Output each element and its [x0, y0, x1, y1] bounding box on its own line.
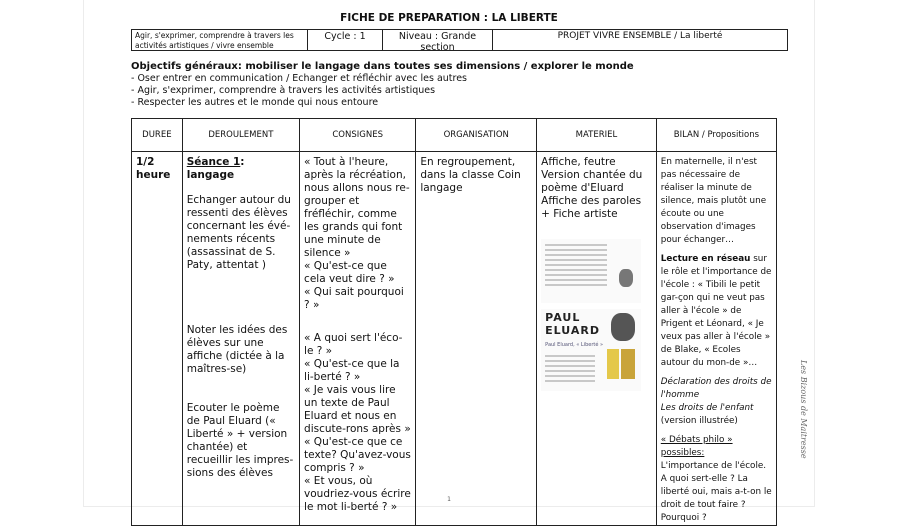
- header-table: [131, 29, 788, 51]
- photo-icon: [611, 313, 635, 341]
- cell-consignes: [300, 152, 416, 526]
- lesson-table: [131, 118, 777, 526]
- col-duree: DUREE: [132, 119, 183, 152]
- document-title: FICHE DE PREPARATION : LA LIBERTE: [340, 12, 558, 24]
- consigne: « Qu'est-ce que la li-berté ? »: [304, 358, 400, 383]
- deroulement-step-1: Echanger autour du ressenti des élèves concernant les évé-nements récents (assassinat de S. Paty, attentat ): [186, 194, 291, 271]
- page-number: 1: [447, 496, 451, 503]
- table-header-row: [132, 119, 777, 152]
- header-domain: Agir, s'exprimer, comprendre à travers les activités artistiques / vivre ensemble: [132, 30, 308, 50]
- consigne: « Et vous, où voudriez-vous écrire le mot li-berté ? »: [304, 475, 411, 513]
- book-cover-icon: [621, 349, 635, 379]
- artist-sheet-thumbnail: [541, 309, 641, 391]
- portrait-icon: [619, 269, 633, 287]
- bilan-illustree: (version illustrée): [660, 416, 738, 426]
- bilan-lecture: [661, 253, 772, 370]
- bilan-note: En maternelle, il n'est pas nécessaire de réaliser la minute de silence, mais plutôt une écoute ou une observation d'images pour échanger…: [660, 157, 767, 245]
- objectives-title: Objectifs généraux: mobiliser le langage dans toutes ses dimensions / explorer le monde: [131, 61, 634, 72]
- col-bilan: BILAN / Propositions: [656, 119, 776, 152]
- bilan-droits: Les droits de l'enfant: [660, 403, 754, 413]
- bilan-lecture-text: sur le rôle et l'importance de l'école : « Tibili le petit gar-çon qui ne veut pas aller à l'école » de Prigent et Léonard, « Je veux pas aller à l'école » de Blake, « Ecoles autour du mon-de »…: [660, 254, 772, 368]
- objective-item: - Oser entrer en communication / Echanger et réfléchir avec les autres: [131, 73, 467, 84]
- col-consignes: CONSIGNES: [300, 119, 416, 152]
- objective-item: - Respecter les autres et le monde qui nous entoure: [131, 97, 379, 108]
- consigne: « Qu'est-ce que ce texte? Qu'avez-vous compris ? »: [304, 436, 411, 474]
- bilan-debats-text: L'importance de l'école. A quoi sert-elle ? La liberté oui, mais a-t-on le droit de tout faire ? Pourquoi ?: [660, 461, 772, 523]
- table-row: [132, 152, 777, 526]
- lyrics-poster-thumbnail: [541, 239, 641, 303]
- col-organisation: ORGANISATION: [416, 119, 537, 152]
- cell-organisation: En regroupement, dans la classe Coin langage: [416, 152, 537, 526]
- col-materiel: MATERIEL: [537, 119, 657, 152]
- bilan-lecture-label: Lecture en réseau: [660, 254, 751, 264]
- cell-materiel: [537, 152, 657, 526]
- document-page: [84, 0, 814, 523]
- cell-deroulement: [182, 152, 299, 526]
- bilan-debats-label: « Débats philo » possibles:: [660, 435, 733, 458]
- materiel-text: Affiche, feutre Version chantée du poème d'Eluard Affiche des paroles + Fiche artiste: [541, 156, 643, 220]
- header-cycle: Cycle : 1: [308, 30, 383, 50]
- bilan-declaration: Déclaration des droits de l'homme: [660, 377, 772, 400]
- consigne: « Tout à l'heure, après la récréation, nous allons nous re-grouper et fréfléchir, comme les grands qui font une minute de silence »: [304, 156, 410, 259]
- handwritten-signature: Les Bizous de Maitresse: [799, 360, 808, 459]
- deroulement-step-3: Ecouter le poème de Paul Eluard (« Liberté » + version chantée) et recueillir les impres-sions des élèves: [186, 402, 294, 479]
- consigne: « Je vais vous lire un texte de Paul Eluard et nous en discute-rons après »: [304, 384, 411, 435]
- consigne: « A quoi sert l'éco-le ? »: [304, 332, 403, 357]
- objective-item: - Agir, s'exprimer, comprendre à travers les activités artistiques: [131, 85, 436, 96]
- cell-duree: 1/2 heure: [132, 152, 183, 526]
- seance-title: : langage: [186, 156, 245, 181]
- col-deroulement: DEROULEMENT: [182, 119, 299, 152]
- cell-bilan: [656, 152, 776, 526]
- book-cover-icon: [607, 349, 619, 379]
- header-projet: PROJET VIVRE ENSEMBLE / La liberté: [557, 31, 723, 41]
- artist-sheet-title: PAUL ELUARD: [545, 311, 600, 337]
- consigne: « Qui sait pourquoi ? »: [304, 286, 404, 311]
- objectives: [131, 61, 781, 109]
- seance-label: Séance 1: [186, 156, 241, 168]
- deroulement-step-2: Noter les idées des élèves sur une affiche (dictée à la maîtres-se): [186, 324, 288, 375]
- artist-sheet-subtitle: Paul Eluard, « Liberté »: [545, 342, 604, 348]
- seance-heading: [187, 156, 295, 182]
- consigne: « Qu'est-ce que cela veut dire ? »: [304, 260, 395, 285]
- header-niveau: Niveau : Grande section: [383, 30, 493, 50]
